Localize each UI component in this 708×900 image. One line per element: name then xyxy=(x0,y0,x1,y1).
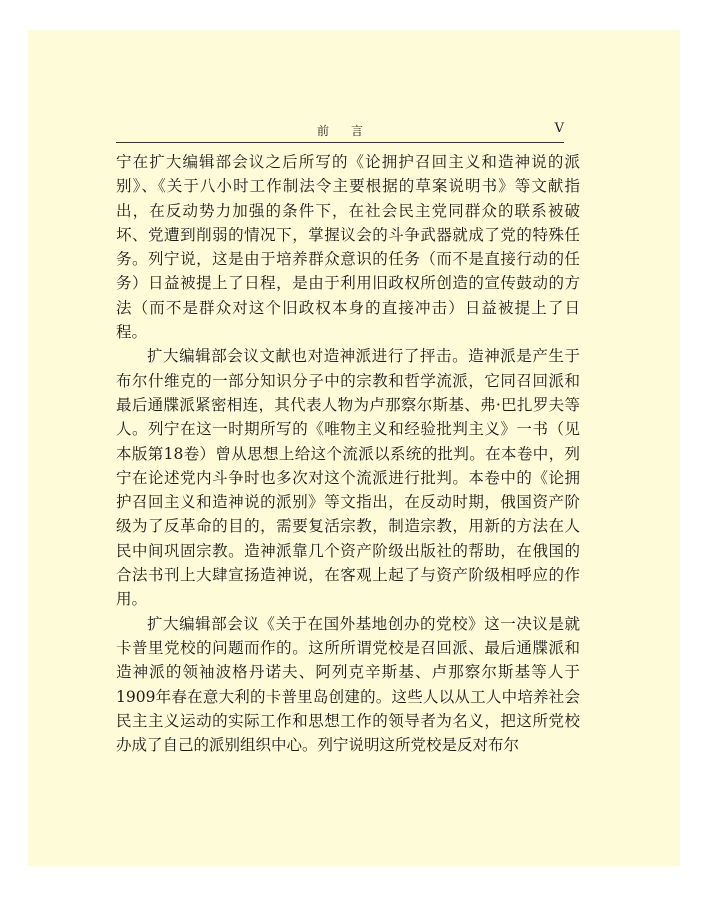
running-title: 前言 xyxy=(316,124,385,138)
page-number: V xyxy=(554,121,564,136)
paragraph-continued: 宁在扩大编辑部会议之后所写的《论拥护召回主义和造神说的派别》、《关于八小时工作制法令主要根据的草案说明书》等文献指出，在反动势力加强的条件下，在社会民主党同群众的联系被破坏、党遭到削弱的情况下，掌握议会的斗争武器就成了党的特殊任务。列宁说，这是由于培养群众意识的任务（而不是直接行动的任务）日益被提上了日程，是由于利用旧政权所创造的宣传鼓动的方法（而不是群众对这个旧政权本身的直接冲击）日益被提上了日程。 xyxy=(116,153,580,342)
body-text xyxy=(116,150,580,757)
paragraph-party-school: 扩大编辑部会议《关于在国外基地创办的党校》这一决议是就卡普里党校的问题而作的。这所所谓党校是召回派、最后通牒派和造神派的领袖波格丹诺夫、阿列克辛斯基、卢那察尔斯基等人于1909年春在意大利的卡普里岛创建的。这些人以从工人中培养社会民主主义运动的实际工作和思想工作的领导者为名义，把这所党校办成了自己的派别组织中心。列宁说明这所党校是反对布尔 xyxy=(116,614,580,755)
page-header xyxy=(116,120,564,143)
paragraph-god-builders: 扩大编辑部会议文献也对造神派进行了抨击。造神派是产生于布尔什维克的一部分知识分子中的宗教和哲学流派，它同召回派和最后通牒派紧密相连，其代表人物为卢那察尔斯基、弗·巴扎罗夫等人。列宁在这一时期所写的《唯物主义和经验批判主义》一书（见本版第18卷）曾从思想上给这个流派以系统的批判。在本卷中，列宁在论述党内斗争时也多次对这个流派进行批判。本卷中的《论拥护召回主义和造神说的派别》等文指出，在反动时期，俄国资产阶级为了反革命的目的，需要复活宗教，制造宗教，用新的方法在人民中间巩固宗教。造神派靠几个资产阶级出版社的帮助，在俄国的合法书刊上大肆宣扬造神说，在客观上起了与资产阶级相呼应的作用。 xyxy=(116,347,580,609)
